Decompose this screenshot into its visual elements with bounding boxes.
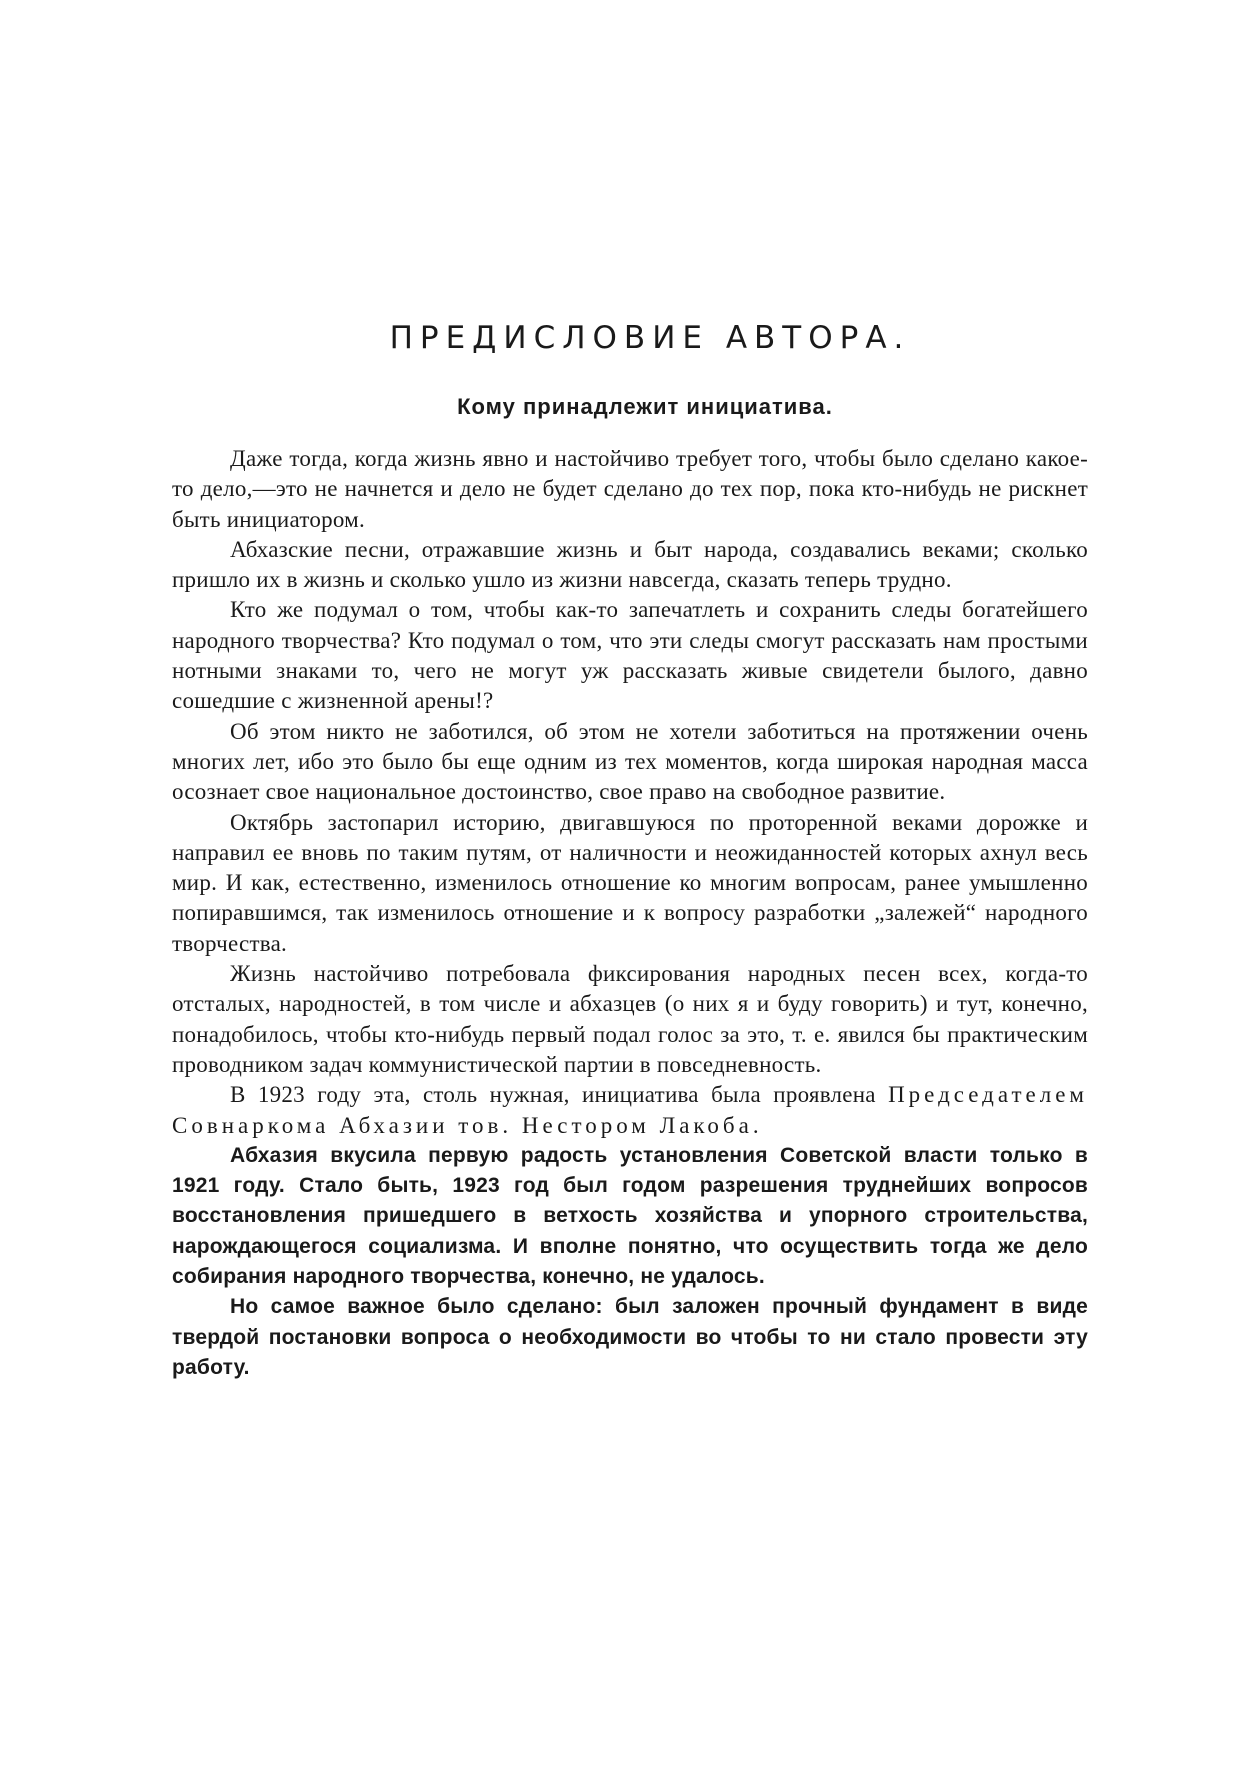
page-content (172, 318, 1088, 1383)
paragraph-4: Об этом никто не заботился, об этом не хотели заботиться на протяжении очень многих лет, ибо это было бы еще одним из тех моментов, когда широкая народная масса осознает свое национальное достоинство, свое право на свободное развитие. (172, 718, 1088, 805)
body-text (172, 444, 1088, 1383)
paragraph-2: Абхазские песни, отражавшие жизнь и быт народа, создавались веками; сколько пришло их в жизнь и сколько ушло из жизни навсегда, сказать теперь трудно. (172, 536, 1088, 593)
paragraph-6: Жизнь настойчиво потребовала фиксирования народных песен всех, когда-то отсталых, народностей, в том числе и абхазцев (о них я и буду говорить) и тут, конечно, понадобилось, чтобы кто-нибудь первый подал голос за это, т. е. явился бы практическим проводником задач коммунистической партии в повседневность. (172, 961, 1088, 1077)
paragraph-7-spaced: Председателем Совнаркома Абхазии тов. Нестором Лакоба. (172, 1082, 1088, 1138)
paragraph-5: Октябрь застопарил историю, двигавшуюся по проторенной веками дорожке и направил ее вновь по таким путям, от наличности и неожиданностей которых ахнул весь мир. И как, естественно, изменилось отношение ко многим вопросам, ранее умышленно попиравшимся, так изменилось отношение и к вопросу разработки „залежей“ народного творчества. (172, 809, 1088, 956)
paragraph-1: Даже тогда, когда жизнь явно и настойчиво требует того, чтобы было сделано какое-то дело,—это не начнется и дело не будет сделано до тех пор, пока кто-нибудь не рискнет быть инициатором. (172, 446, 1088, 532)
paragraph-3: Кто же подумал о том, чтобы как-то запечатлеть и сохранить следы богатейшего народного творчества? Кто подумал о том, что эти следы смогут рассказать нам простыми нотными знаками то, чего не могут уж рассказать живые свидетели былого, давно сошедшие с жизненной арены!? (172, 597, 1088, 714)
section-subtitle: Кому принадлежит инициатива. (457, 394, 833, 419)
paragraph-9: Но самое важное было сделано: был заложен прочный фундамент в виде твердой постановки вопроса о необходимости во чтобы то ни стало провести эту работу. (172, 1295, 1088, 1379)
paragraph-8: Абхазия вкусила первую радость установления Советской власти только в 1921 году. Стало быть, 1923 год был годом разрешения труднейших вопросов восстановления пришедшего в ветхость хозяйства и упорного строительства, нарождающегося социализма. И вполне понятно, что осуществить тогда же дело собирания народного творчества, конечно, не удалось. (172, 1143, 1088, 1289)
chapter-title: ПРЕДИСЛОВИЕ АВТОРА. (389, 320, 911, 356)
paragraph-7 (172, 1080, 1088, 1141)
paragraph-7-lead: В 1923 году эта, столь нужная, инициатива была проявлена (230, 1082, 889, 1108)
